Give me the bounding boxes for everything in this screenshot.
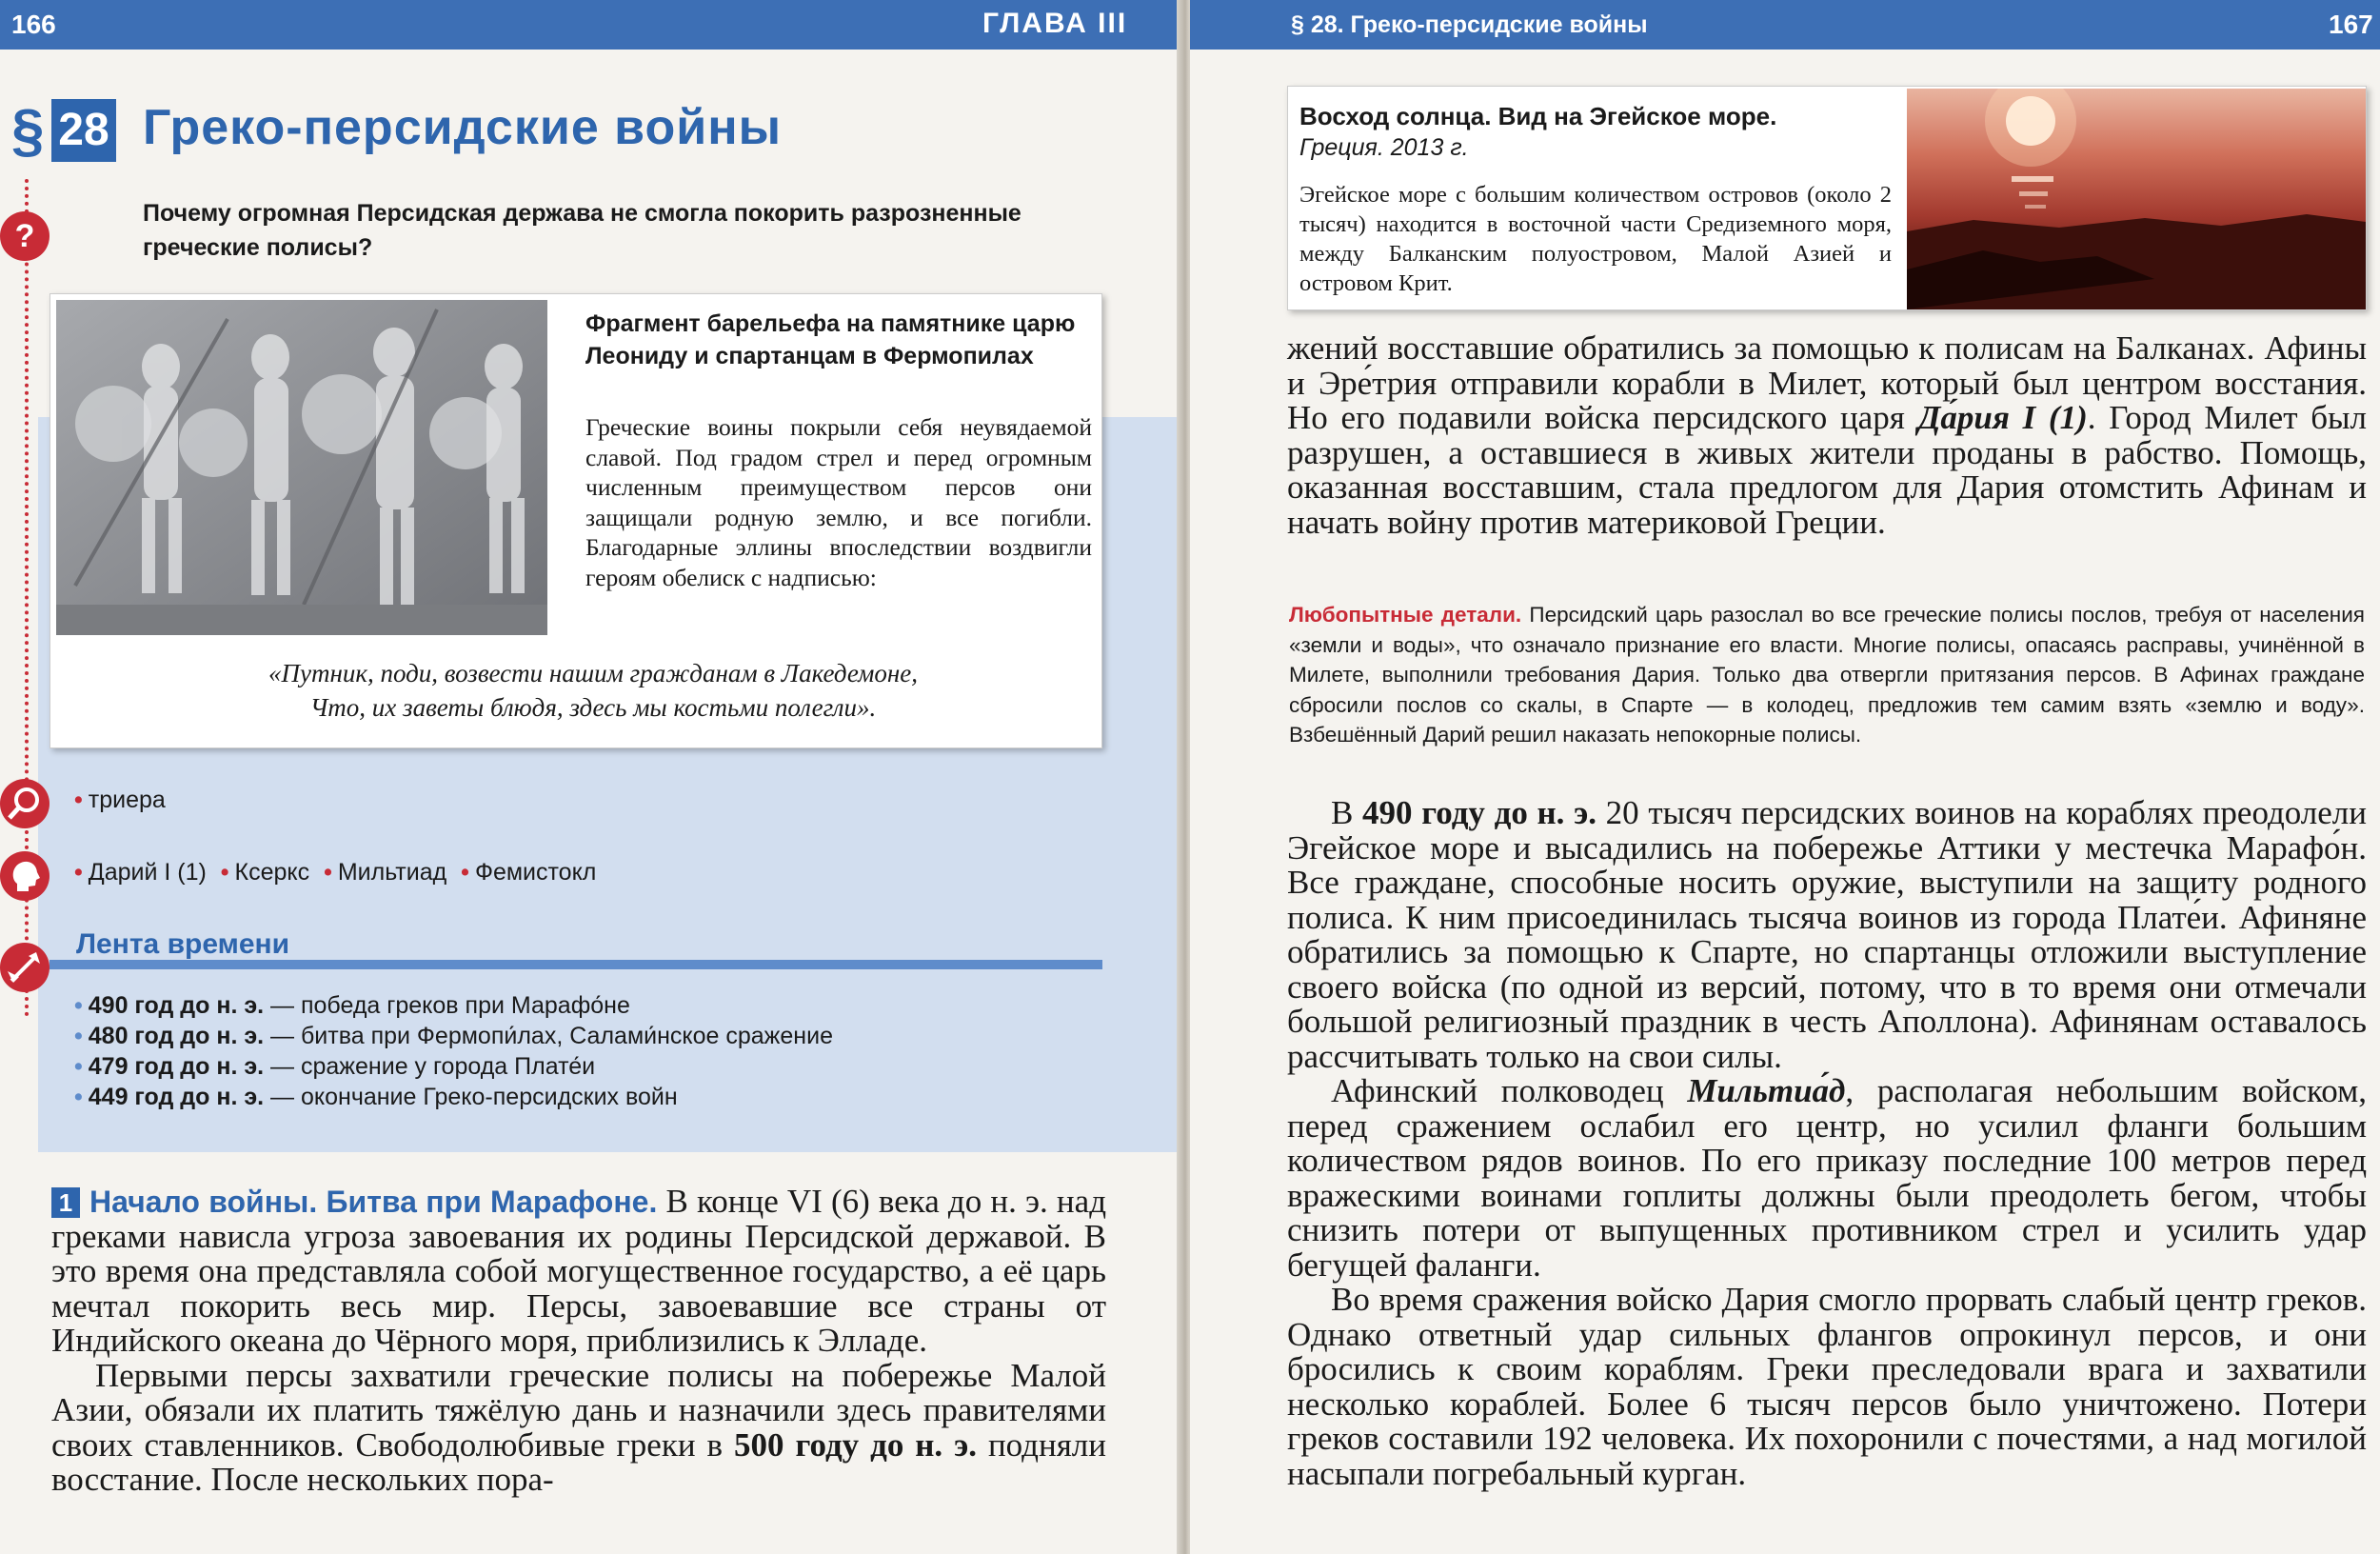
left-page	[0, 0, 1182, 1554]
persons-list: • Дарий I (1) • Ксеркс • Мильтиад • Фемистокл	[74, 859, 597, 886]
curious-details-text: Персидский царь разослал во все греческие полисы послов, требуя от населения «земли и воды», что означало признание его власти. Многие полисы, опасаясь расправы, учинённой в Милете, выполнили требования Дария. Только два отвергли притязания персов. В Афинах граждане сбросили послов со скалы, в Спарте — в колодец, предложив тем самим взять «землю и воду». Взбешённый Дарий решил наказать непокорные полисы.	[1289, 603, 2365, 747]
paragraph-title-row	[11, 95, 1173, 171]
section-number-badge: 1	[51, 1187, 80, 1218]
curious-details-label: Любопытные детали.	[1289, 603, 1522, 627]
running-head: § 28. Греко-персидские войны	[1291, 11, 1648, 38]
left-page-number: 166	[11, 10, 56, 39]
body-paragraph: Во время сражения войско Дария смогло прорвать слабый центр греков. Однако ответный удар сильных флангов опрокинул персов, и они бросились к своим кораблям. Греки преследовали врага и захватили несколько кораблей. Более 6 тысяч персов было уничтожено. Потери греков составили 192 человека. Их похоронили с почестями, а над могилой насыпали погребальный курган.	[1287, 1281, 2367, 1492]
sunrise-caption-subtitle: Греция. 2013 г.	[1299, 134, 1469, 161]
term-item: триера	[88, 787, 166, 813]
relief-caption-title: Фрагмент барельефа на памятнике царю Леониду и спартанцам в Фермопилах	[585, 310, 1076, 369]
timeline-rule	[50, 960, 1102, 969]
chapter-label: ГЛАВА III	[982, 8, 1128, 39]
search-icon	[0, 779, 50, 828]
section-1-paragraph: Первыми персы захватили греческие полисы на побережье Малой Азии, обязали их платить тяжёлую дань и назначили здесь правителями своих ставленников. Свободолюбивые греки в 500 году до н. э. подняли восстание. После нескольких пора-	[51, 1356, 1107, 1498]
person-item: Мильтиад	[337, 859, 447, 886]
timeline-item: • 479 год до н. э. — сражение у города Плате́и	[74, 1053, 596, 1080]
timeline-item: • 490 год до н. э. — победа греков при Марафо́не	[74, 992, 630, 1019]
epigraph-line: Что, их заветы блюдя, здесь мы костьми полегли».	[309, 693, 877, 722]
person-item: Фемистокл	[474, 859, 597, 886]
epigraph	[136, 656, 1050, 725]
timeline-item: • 480 год до н. э. — битва при Фермопи́лах, Салами́нское сражение	[74, 1023, 833, 1049]
sun-icon	[1907, 89, 2366, 309]
left-page-header	[0, 0, 1182, 50]
arrow-timeline-icon	[0, 943, 50, 992]
relief-caption-text: Греческие воины покрыли себя неувядаемой славой. Под градом стрел и перед огромным численным преимуществом персов они защищали родную землю, и все погибли. Благодарные эллины впоследствии воздвигли героям обелиск с надписью:	[585, 413, 1092, 591]
body-paragraph: В 490 году до н. э. 20 тысяч персидских воинов на кораблях преодолели Эгейское море и высадились на побережье Аттики у местечка Марафо́н. Все граждане, способные носить оружие, выступили на защиту родного полиса. К ним присоединилась тысяча воинов из города Плате́и. Афиняне обратились за помощью к Спарте, но спартанцы отложили выступление своего войска (по одной из версий, потому, что в то время они отмечали большой религиозный праздник в честь Аполлона). Афинянам оставалось рассчитывать только на свои силы.	[1287, 794, 2367, 1075]
timeline-title: Лента времени	[76, 928, 290, 960]
person-name-darius: Да́рия I (1)	[1917, 399, 2088, 436]
relief-figure-box	[50, 293, 1102, 748]
person-item: Ксеркс	[234, 859, 310, 886]
relief-illustration-icon	[56, 300, 547, 635]
continuation-paragraph	[1287, 331, 2367, 540]
person-head-icon	[0, 851, 50, 901]
lead-question: Почему огромная Персидская держава не смогла покорить разрозненные греческие полисы?	[143, 200, 1021, 261]
sunrise-image	[1907, 89, 2366, 309]
body-paragraph: жений восставшие обратились за помощью к полисам на Балканах. Афины и Эре́трия отправили корабли в Милет, который был центром восстания. Но его подавили войска персидского царя Да́рия I (1). Город Милет был разрушен, а оставшиеся в живых жители проданы в рабство. Помощь, оказанная восставшим, стала предлогом для Дария отомстить Афинам и начать войну против материковой Греции.	[1287, 329, 2367, 541]
page-title: Греко-персидские войны	[143, 100, 783, 155]
section-heading: Начало войны. Битва при Марафоне.	[89, 1185, 658, 1219]
sunrise-caption-text: Эгейское море с большим количеством островов (около 2 тысяч) находится в восточной части Средиземного моря, между Балканским полуостровом, Малой Азией и островом Крит.	[1299, 182, 1892, 296]
question-marker-icon: ?	[0, 211, 50, 261]
section-1-paragraph: 1 Начало войны. Битва при Марафоне. В конце VI (6) века до н. э. над греками нависла угроза завоевания их родины Персидской державой. В это время она представляла собой могущественное государство, а её царь мечтал покорить весь мир. Персы, завоевавшие все страны от Индийского океана до Чёрного моря, приблизились к Элладе.	[51, 1183, 1107, 1359]
body-paragraph: Афинский полководец Мильтиа́д, располагая небольшим войском, перед сражением ослабил его центр, но усилил фланги большим количеством рядов воинов. По его приказу последние 100 метров перед вражескими воинами гоплиты должны были преодолеть бегом, чтобы снизить потери от выпущенных противником стрел и усилить удар бегущей фаланги.	[1287, 1072, 2367, 1284]
section-1-body	[51, 1185, 1106, 1498]
epigraph-line: «Путник, поди, возвести нашим гражданам в Лакедемоне,	[268, 659, 919, 687]
marathon-body	[1287, 796, 2367, 1491]
right-page	[1190, 0, 2380, 1554]
right-page-header	[1190, 0, 2380, 50]
person-item: Дарий I (1)	[88, 859, 207, 886]
paragraph-number-badge: 28	[51, 99, 116, 162]
terms-list: • триера	[74, 787, 166, 813]
timeline-item: • 449 год до н. э. — окончание Греко-персидских войн	[74, 1084, 678, 1110]
paragraph-sign: §	[11, 98, 45, 164]
sunrise-figure-box	[1287, 86, 2367, 310]
sunrise-caption-title: Восход солнца. Вид на Эгейское море.	[1299, 102, 1777, 130]
timeline-list	[74, 990, 833, 1112]
person-name-miltiades: Мильтиа́д	[1687, 1072, 1846, 1109]
curious-details-box	[1289, 600, 2365, 750]
relief-image	[56, 300, 547, 635]
right-page-number: 167	[2329, 10, 2373, 39]
